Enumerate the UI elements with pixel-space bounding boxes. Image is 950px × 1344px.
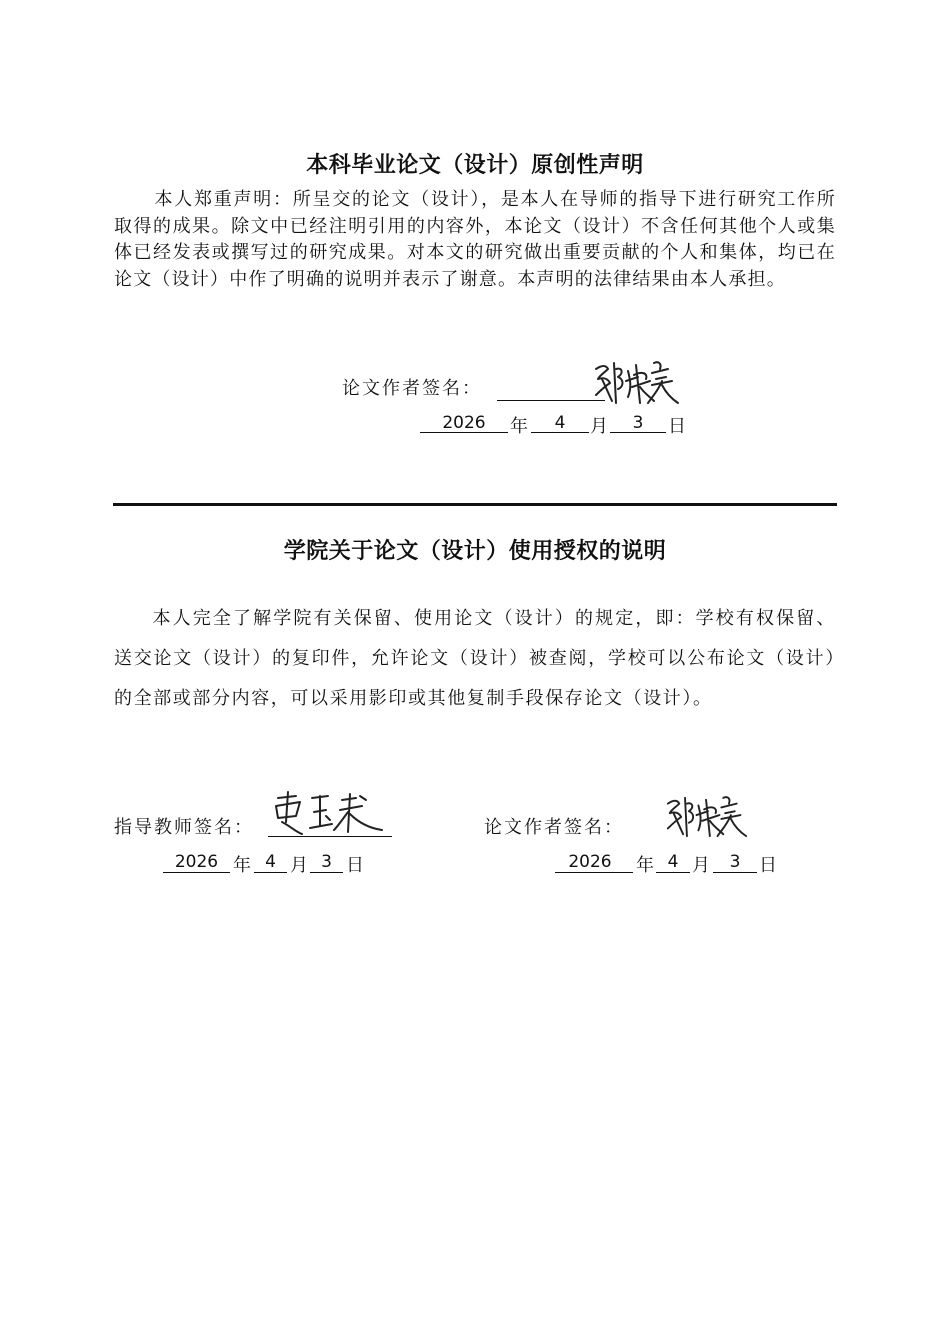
declaration-body-text: 本人郑重声明：所呈交的论文（设计），是本人在导师的指导下进行研究工作所取得的成果。除文中已经注明引用的内容外，本论文（设计）不含任何其他个人或集体已经发表或撰写过的研究成果。对本文的研究做出重要贡献的个人和集体，均已在论文（设计）中作了明确的说明并表示了谢意。本声明的法律结果由本人承担。	[114, 189, 836, 290]
declaration-year-char: 年	[510, 416, 528, 437]
declaration-year: 2026	[442, 413, 486, 433]
declaration-day-char: 日	[668, 416, 686, 437]
declaration-author-sign-label: 论文作者签名：	[342, 378, 482, 399]
author-year-line	[555, 872, 633, 873]
author-signature-1	[592, 357, 682, 409]
advisor-month: 4	[265, 852, 276, 872]
author-day-char: 日	[759, 855, 777, 876]
advisor-day: 3	[321, 852, 332, 872]
advisor-year: 2026	[174, 852, 219, 872]
declaration-title: 本科毕业论文（设计）原创性声明	[306, 153, 644, 178]
authorization-body	[114, 599, 836, 719]
advisor-sign-label: 指导教师签名：	[114, 817, 254, 838]
advisor-month-char: 月	[290, 855, 308, 876]
author-month-line	[656, 872, 690, 873]
advisor-year-line	[163, 872, 230, 873]
authorization-title: 学院关于论文（设计）使用授权的说明	[283, 539, 667, 564]
advisor-year-char: 年	[233, 855, 251, 876]
declaration-month-char: 月	[590, 416, 608, 437]
declaration-month: 4	[554, 413, 566, 433]
authorization-body-text: 本人完全了解学院有关保留、使用论文（设计）的规定，即：学校有权保留、送交论文（设计）的复印件，允许论文（设计）被查阅，学校可以公布论文（设计）的全部或部分内容，可以采用影印或其他复制手段保存论文（设计）。	[114, 608, 836, 709]
declaration-author-sign-line	[497, 400, 605, 401]
author-signature-2	[664, 792, 750, 842]
declaration-day: 3	[632, 413, 644, 433]
author-day-line	[713, 872, 757, 873]
advisor-month-line	[254, 872, 287, 873]
author-month: 4	[667, 852, 679, 872]
advisor-day-line	[310, 872, 343, 873]
section-divider	[113, 503, 837, 506]
advisor-day-char: 日	[346, 855, 364, 876]
author-month-char: 月	[692, 855, 710, 876]
author-year: 2026	[568, 852, 612, 872]
author-year-char: 年	[636, 855, 654, 876]
declaration-body	[114, 187, 836, 293]
authorization-author-sign-label: 论文作者签名：	[484, 817, 624, 838]
advisor-signature	[270, 788, 388, 838]
author-day: 3	[729, 852, 741, 872]
